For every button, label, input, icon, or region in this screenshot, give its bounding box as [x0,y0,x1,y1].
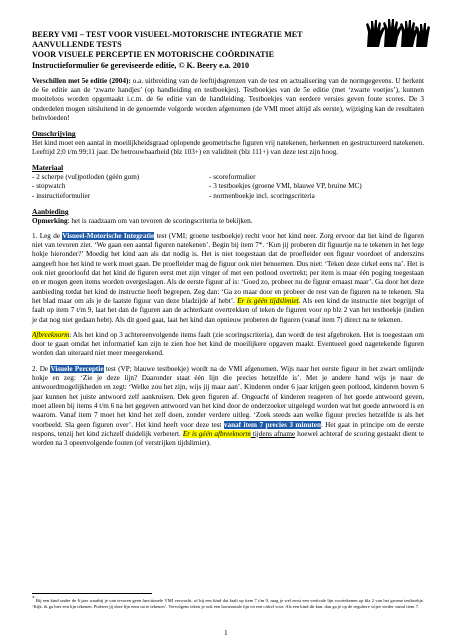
materiaal-item: - stopwatch [32,182,66,191]
footnote-text: Bij een kind onder de 6 jaar waarbij je van tevoren geen functionele VMI verwacht, of bij een kind dat faalt op item 7 t/m 9, mag je wel eerst een verticale lijn voortekenen op blz 2 van het groene testboekje. ‘Kijk, ik ga hier een lijn tekenen. Probeer jij deze lijn eens na te tekenen’. Vervolgens teken je ook een horizontale lijn en een cirkel voor. Als een kind dit kan, dan ga je op de reguliere wijze verder vanaf item 7. [32,598,424,609]
vp-no-afbreeknorm: Er is géén afbreeknorm [182,429,251,438]
opmerking-text: : het is raadzaam om van tevoren de scoringscriteria te bekijken. [67,216,253,225]
vmi-lead: 1. Leg de [32,231,63,240]
intro-text: o.a. uitbreiding van de leeftijdsgrenzen van de test en actualisering van de normgegevens. U herkent de 6e editie aan de ‘zwarte handjes’ (op handleiding en testboekjes). Testboekjes van de 5e editie (met ‘zwarte voetjes’), kunnen mooiteloos worden opgemaakt i.c.m. de 6e editie van de handleiding. Testboekjes van eerdere versies geven foute scores. De 3 onderdelen mogen uitsluitend in de genoemde volgorde worden afgenomen (de VMI moet altijd als eerste), wijziging kan de resultaten beïnvloeden! [32,76,424,122]
vp-instructions: test (VP; blauwe testboekje) wordt na de VMI afgenomen. Wijs naar het eerste figuur in het zwart omlijnde hokje en zeg: ‘Zie je deze lijn? Daaronder staat één lijn die precies hetzelfde is’. Met je andere hand wijs je naar de antwoordmogelijkheden en zegt: ‘Welke zou het zijn, wijs jij maar aan’. Kinderen onder 6 jaar krijgen geen potlood, kinderen boven 6 jaar kunnen het juiste antwoord zelf aankruisen. Dek geen figuren af. Ongeacht of kinderen reageren of het goede antwoord geven, moet alleen bij items 4 t/m 6 na het gegeven antwoord van het kind door de onderzoeker uitgelegd worden wat het goede antwoord is en waarom. Vanaf item 7 moet het kind het zelf doen, zonder verdere uitleg. ‘Zoek steeds aan welke figuur precies hetzelfde is als het voorbeeld. Sla geen figuren over’. Het kind heeft voor deze test [32,364,424,429]
hands-logo-icon [364,18,430,48]
materiaal-list [32,173,424,201]
title-line-1: BEERY VMI – TEST VOOR VISUEEL-MOTORISCHE INTEGRATIE MET AANVULLENDE TESTS [32,30,303,50]
materiaal-row [32,173,424,182]
vp-instructions-2: . Het gaat in principe om de eerste respons, tenzij het kind zichzelf duidelijk verbetert. [32,420,424,438]
aanbieding-heading: Aanbieding [32,206,69,216]
vmi-instructions-end: . Als een kind de instructie niet begrijpt of faalt op item 7 t/m 9, laat het dan de figuren aan de achterkant overtrekken of teken de figuren voor op blz 2 van het testboekje (indien je dat nog niet gedaan hebt). Als dit goed gaat, laat het kind dan opnieuw proberen de figuren (vanaf item 7) direct na te tekenen. [32,296,424,324]
materiaal-row [32,192,424,201]
materiaal-item: - 2 scherpe (vul)potloden (géén gum) [32,173,140,182]
vmi-afbreeknorm [32,331,424,359]
materiaal-heading: Materiaal [32,163,64,173]
vp-paragraph [32,365,424,449]
footnote-mark: * [32,596,35,602]
intro-paragraph [32,77,424,123]
title-line-2: VOOR VISUELE PERCEPTIE EN MOTORISCHE COÖRDINATIE [32,50,275,60]
footnote-rule [32,593,152,594]
vp-test-name: Visuele Perceptie [50,364,104,373]
omschrijving-text: Het kind moet een aantal in moeilijkheidsgraad oplopende geometrische figuren vrij natekenen, herkennen en gestructureerd natekenen. Leeftijd 2;0 t/m 99;11 jaar. De betrouwbaarheid (blz 103+) en validiteit (blz 111+) van deze test zijn hoog. [32,138,424,157]
materiaal-item: - scoreformulier [209,173,256,182]
intro-heading: Verschillen met 5e editie (2004): [32,76,131,85]
vmi-paragraph [32,232,424,325]
materiaal-item: - normenboekje incl. scoringscriteria [209,191,315,200]
materiaal-item: - instructieformulier [32,191,91,200]
vmi-test-name: Visueel-Motorische Integratie [62,231,155,240]
vp-instructions-end: hoewel achteraf de scoring gestaakt dient te worden na 3 opeenvolgende fouten (of verstrijken tijdslimiet). [32,429,424,448]
afbreeknorm-label: Afbreeknorm [32,330,70,339]
aanbieding-text [32,217,424,226]
materiaal-row [32,182,424,191]
vp-time-limit: vanaf item 7 precies 3 minuten [223,420,321,429]
opmerking-label: Opmerking [32,216,68,225]
page-number: 1 [224,628,228,637]
vp-lead: 2. De [32,364,51,373]
footnote [32,598,424,609]
document-page [32,30,424,448]
vmi-instructions: test (VMI; groene testboekje) recht voor het kind neer. Zorg ervoor dat het kind de figuren niet van tevoren ziet. ‘We gaan een aantal figuren natekenen’. Begin bij item 7*. ‘Kun jij proberen dit figuurtje na te tekenen in het lege hokje hieronder?’ Moedig het kind aan als dat nodig is. Het is niet toegestaan dat de proefleider een figuur voordoet of anderszins aangeeft hoe het kind te werk moet gaan. De proefleider mag de figuur ook niet benoemen. Dus niet: ‘Teken deze cirkel eens na’. Het is ook niet geoorloofd dat het kind de figuren eerst met zijn vinger of met een potlood overtrekt; per item is maar één poging toegestaan en er mogen geen items worden overgeslagen. Als de eerste figuur af is: ‘Goed zo, probeer nu de figuur ernaast maar’. Ga door het deze aanbieding totdat het kind de instructie heeft begrepen. Zeg dan: ‘Ga zo maar door en probeer de rest van de figuren na te tekenen. Sla het blad maar om als je de laatste figuur van deze bladzijde af hebt’. [32,231,424,305]
document-title [32,30,362,71]
omschrijving-heading: Omschrijving [32,129,76,139]
title-line-3: Instructieformulier 6e gereviseerde editie, © K. Beery e.a. 2010 [32,60,250,70]
materiaal-item: - 3 testboekjes (groene VMI, blauwe VP, bruine MC) [209,182,362,191]
vmi-no-time-limit: Er is géén tijdslimiet [237,296,299,305]
vp-during-administration: tijdens afname [250,429,296,438]
afbreeknorm-text: : Als het kind op 3 achtereenvolgende items faalt (zie scoringscriteria), dan wordt de test afgebroken. Het is toegestaan om door te gaan omdat het informatief kan zijn te zien hoe het kind de moeilijkere opgaven maakt. Eventueel goed nagetekende figuren worden dan uiteraard niet meer meegerekend. [32,330,424,358]
